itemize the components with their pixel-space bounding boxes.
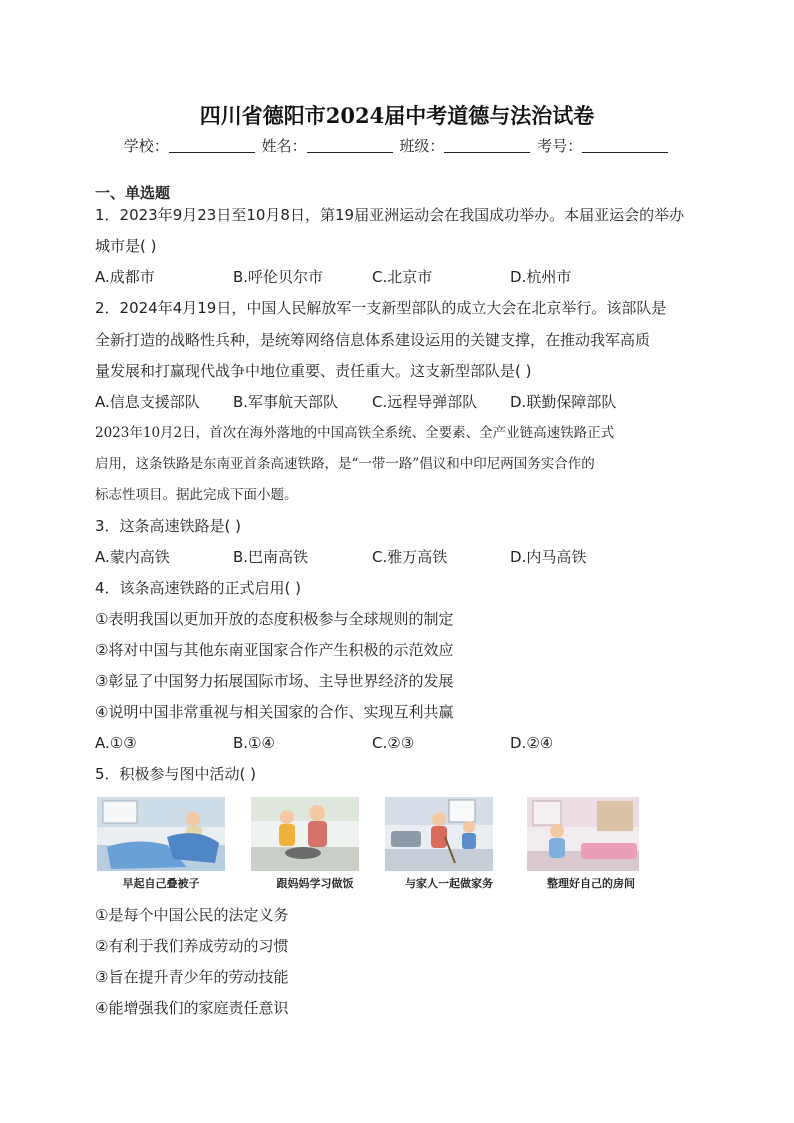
illustration-housework [385,797,513,891]
q5-item-3: ③旨在提升青少年的劳动技能 [95,968,289,986]
q3-stem: 3．这条高速铁路是( ) [95,517,242,535]
housework-image [385,797,493,871]
q4-item-4: ④说明中国非常重视与相关国家的合作、实现互利共赢 [95,703,454,721]
q4-option-c[interactable]: C.②③ [372,734,415,752]
q2-option-a[interactable]: A.信息支援部队 [95,393,200,411]
q3-option-a[interactable]: A.蒙内高铁 [95,548,170,566]
q4-option-b[interactable]: B.①④ [233,734,275,752]
number-label: 考号： [537,137,583,155]
q3-option-b[interactable]: B.巴南高铁 [233,548,309,566]
q3-option-c[interactable]: C.雅万高铁 [372,548,448,566]
q1-option-c[interactable]: C.北京市 [372,268,433,286]
illustration-cook [251,797,379,891]
fold-quilt-image [97,797,225,871]
class-label: 班级： [399,137,445,155]
q5-stem: 5．积极参与图中活动( ) [95,765,257,783]
caption-housework: 与家人一起做家务 [405,877,493,890]
class-blank[interactable] [444,138,530,153]
q4-item-1: ①表明我国以更加开放的态度积极参与全球规则的制定 [95,610,454,628]
material-line2: 启用，这条铁路是东南亚首条高速铁路，是“一带一路”倡议和中印尼两国务实合作的 [95,456,595,472]
name-label: 姓名： [261,137,307,155]
material-line1: 2023年10月2日，首次在海外落地的中国高铁全系统、全要素、全产业链高速铁路正式 [95,425,615,441]
caption-cook: 跟妈妈学习做饭 [276,877,354,890]
q2-stem-line2: 全新打造的战略性兵种，是统筹网络信息体系建设运用的关键支撑，在推动我军高质 [95,331,651,349]
q4-item-3: ③彰显了中国努力拓展国际市场、主导世界经济的发展 [95,672,454,690]
school-label: 学校： [123,137,169,155]
q1-option-a[interactable]: A.成都市 [95,268,155,286]
number-blank[interactable] [582,138,668,153]
illustration-fold-quilt [97,797,225,891]
q1-stem-line2: 城市是( ) [95,237,157,255]
q4-option-d[interactable]: D.②④ [510,734,554,752]
q2-option-d[interactable]: D.联勤保障部队 [510,393,617,411]
tidy-room-image [527,797,639,871]
cook-image [251,797,359,871]
q4-option-a[interactable]: A.①③ [95,734,137,752]
q2-stem-line1: 2．2024年4月19日，中国人民解放军一支新型部队的成立大会在北京举行。该部队是 [95,299,667,317]
q4-item-2: ②将对中国与其他东南亚国家合作产生积极的示范效应 [95,641,454,659]
illustration-tidy-room [527,797,655,891]
material-line3: 标志性项目。据此完成下面小题。 [95,487,298,503]
q5-item-1: ①是每个中国公民的法定义务 [95,906,289,924]
section-heading: 一、单选题 [95,184,171,202]
caption-fold-quilt: 早起自己叠被子 [122,877,200,890]
activity-illustrations [97,797,657,892]
q5-item-4: ④能增强我们的家庭责任意识 [95,999,289,1017]
student-info-line [0,135,794,156]
school-blank[interactable] [169,138,255,153]
q5-item-2: ②有利于我们养成劳动的习惯 [95,937,289,955]
q4-stem: 4．该条高速铁路的正式启用( ) [95,579,302,597]
page-title: 四川省德阳市2024届中考道德与法治试卷 [199,103,595,128]
q2-option-c[interactable]: C.远程导弹部队 [372,393,478,411]
q2-option-b[interactable]: B.军事航天部队 [233,393,339,411]
q1-stem-line1: 1．2023年9月23日至10月8日，第19届亚洲运动会在我国成功举办。本届亚运会的举办 [95,206,685,224]
caption-tidy-room: 整理好自己的房间 [547,877,635,890]
q1-option-b[interactable]: B.呼伦贝尔市 [233,268,324,286]
q1-option-d[interactable]: D.杭州市 [510,268,572,286]
q3-option-d[interactable]: D.内马高铁 [510,548,587,566]
name-blank[interactable] [307,138,393,153]
q2-stem-line3: 量发展和打赢现代战争中地位重要、责任重大。这支新型部队是( ) [95,362,532,380]
